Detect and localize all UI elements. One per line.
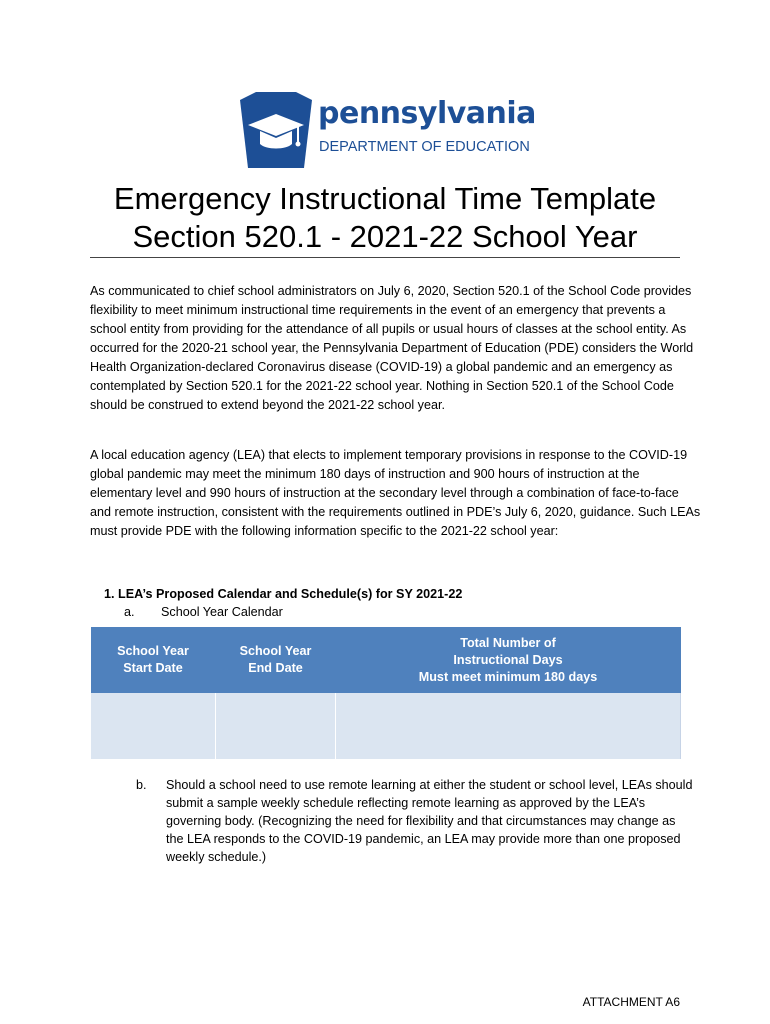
logo-department-name: DEPARTMENT OF EDUCATION: [319, 139, 530, 155]
subsection-b-letter: b.: [136, 778, 147, 792]
header-end-date: School Year End Date: [216, 627, 336, 693]
subsection-b: [136, 776, 696, 866]
document-title-line-2: Section 520.1 - 2021-22 School Year: [132, 219, 638, 254]
logo-wordmark: pennsylvania: [318, 96, 536, 131]
subsection-b-text: Should a school need to use remote learning at either the student or school level, LEAs should submit a sample weekly schedule reflecting remote learning as approved by the LEA’s governing body. (Recognizing the need for flexibility and that circumstances may change as the LEA responds to the COVID-19 pandemic, an LEA may provide more than one proposed weekly schedule.): [166, 778, 693, 864]
document-title-line-1: Emergency Instructional Time Template: [113, 181, 657, 216]
start-date-cell[interactable]: [91, 693, 216, 760]
subsection-a-label: [124, 603, 283, 621]
lea-paragraph: A local education agency (LEA) that elects to implement temporary provisions in response to the COVID-19 global pandemic may meet the minimum 180 days of instruction and 900 hours of instruction at the elementary level and 990 hours of instruction at the secondary level through a combination of face-to-face and remote instruction, consistent with the requirements outlined in PDE’s July 6, 2020, guidance. Such LEAs must provide PDE with the following information specific to the 2021-22 school year:: [90, 448, 701, 538]
attachment-label: ATTACHMENT A6: [582, 995, 680, 1009]
intro-paragraph: As communicated to chief school administrators on July 6, 2020, Section 520.1 of the School Code provides flexibility to meet minimum instructional time requirements in the event of an emergency that prevents a school entity from providing for the attendance of all pupils or usual hours of classes at the school entity. As occurred for the 2020-21 school year, the Pennsylvania Department of Education (PDE) considers the World Health Organization-declared Coronavirus disease (COVID-19) a global pandemic and an emergency as contemplated by Section 520.1 for the 2021-22 school year. Nothing in Section 520.1 of the School Code should be construed to extend beyond the 2021-22 school year.: [90, 284, 694, 412]
table-row: [91, 693, 681, 760]
header-instructional-days: Total Number of Instructional Days Must meet minimum 180 days: [336, 627, 681, 693]
end-date-cell[interactable]: [216, 693, 336, 760]
instructional-days-cell[interactable]: [336, 693, 681, 760]
title-divider: [90, 257, 680, 258]
section-1-heading: 1. LEA’s Proposed Calendar and Schedule(s) for SY 2021-22: [104, 587, 463, 601]
table-header-row: [91, 627, 681, 693]
pa-department-of-education-logo: [240, 92, 540, 168]
subsection-a-text: School Year Calendar: [161, 605, 283, 619]
header-start-date: School Year Start Date: [91, 627, 216, 693]
keystone-graduation-cap-icon: [240, 92, 312, 168]
subsection-a-letter: a.: [124, 605, 135, 619]
school-year-calendar-table: [90, 627, 681, 760]
